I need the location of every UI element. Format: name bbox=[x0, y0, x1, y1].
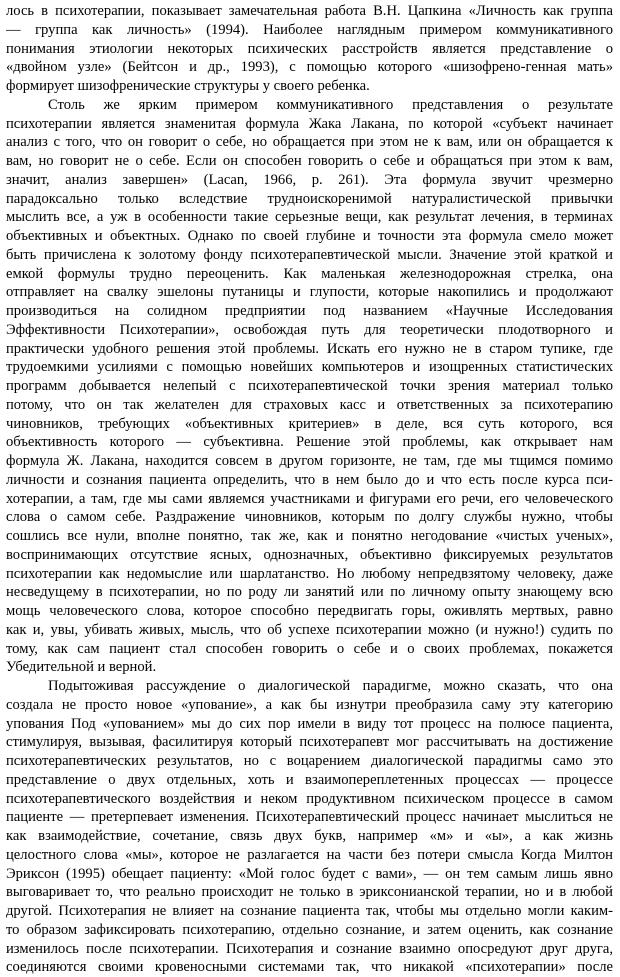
text-line: Столь же ярким примером коммуникативного представления о результате bbox=[48, 96, 613, 113]
text-line: — группа как личность» (1994). Наиболее наглядным примером коммуникативного bbox=[6, 21, 613, 38]
text-line: Эриксон (1995) обещает пациенту: «Мой голос будет с вами», — он тем самым лишь явно bbox=[6, 865, 613, 882]
text-line: несведущему в психотерапии, но по роду ли занятий или по личному опыту знающему всю bbox=[6, 584, 613, 601]
text-line: представление о двух отдельных, хоть и взаимопереплетенных процессах — процессе bbox=[6, 771, 613, 788]
text-line: чиновников, требующих «объективных критериев» в деле, вся суть которого, вся bbox=[6, 415, 613, 432]
text-line: «двойном узле» (Бейтсон и др., 1993), с помощью которого «шизофрено-генная мать» bbox=[6, 59, 613, 76]
text-line: парадоксально только вследствие трудноискоренимой натуралистической привычки bbox=[6, 190, 613, 207]
text-line: значит, анализ завершен» (Lacan, 1966, p. 261). Эта формула звучит чрезмерно bbox=[6, 171, 613, 188]
text-line: быть причислена к золотому фонду психотерапевтической мысли. Значение этой краткой и bbox=[6, 246, 613, 263]
text-line: слова о самом себе. Раздражение чиновников, которым по долгу службы нужно, чтобы bbox=[6, 509, 613, 526]
text-line: психотерапии является знаменитая формула Жака Лакана, по которой «субъект начинает bbox=[6, 115, 613, 132]
text-line: упования Под «упованием» мы до сих пор имели в виду тот процесс на полюсе пациента, bbox=[6, 715, 613, 732]
text-line: воспринимающих отсутствие ясных, однозначных, объективно фиксируемых результатов bbox=[6, 546, 613, 563]
text-line: отправляет на свалку эшелоны путаницы и глупости, которые накопились и продолжают bbox=[6, 284, 613, 301]
text-line: изменилось после психотерапии. Психотерапия и сознание взаимно опосредуют друг друга, bbox=[6, 940, 613, 957]
text-line: стимулируя, вызывая, фасилитируя который психотерапевт мог рассчитывать на достижение bbox=[6, 734, 613, 751]
text-line: тому, как сам пациент стал способен говорить о себе и о своих проблемах, покажется bbox=[6, 640, 613, 657]
text-line: соединяются своими кровеносными системами так, что никакой «психотерапии» после bbox=[6, 959, 613, 976]
text-line: как взаимодействие, сочетание, связь двух букв, например «м» и «ы», а как жизнь bbox=[6, 828, 613, 844]
text-line: хотерапии, а там, где мы сами являемся участниками и фигурами его речи, его человеческого bbox=[6, 490, 613, 507]
text-line: формирует шизофренические структуры у своего ребенка. bbox=[6, 78, 370, 94]
text-line: психотерапевтических результатов, но с воцарением диалогической парадигмы само это bbox=[6, 753, 613, 769]
text-line: пациенте — претерпевает изменения. Психотерапевтический процесс начинает мыслиться не bbox=[6, 809, 613, 826]
text-line: программ добывается нелепый с психотерапевтической точки зрения материал только bbox=[6, 378, 613, 394]
text-line: анализ с того, что он говорит о себе, но обращается при этом не к вам, или он обращается к bbox=[6, 134, 613, 151]
text-line: лось в психотерапии, показывает замечательная работа В.Н. Цапкина «Личность как группа bbox=[6, 3, 613, 19]
text-line: целостного слова «мы», которое не разлагается на части без потери смысла Когда Милтон bbox=[6, 846, 613, 863]
text-line: производиться на солидном предприятии под названием «Научные Исследования bbox=[6, 303, 613, 319]
document-page bbox=[6, 2, 613, 977]
text-line: формула Ж. Лакана, находится совсем в другом горизонте, не там, где мы тщимся помимо bbox=[6, 453, 613, 469]
text-line: понимания этиологии некоторых психических расстройств является представление о bbox=[6, 40, 613, 57]
text-line: Эффективности Психотерапии», освобождая путь для теоретически плодотворного и bbox=[6, 321, 613, 338]
text-line: личности и сознания пациента определить, что в нем было до и что есть после курса пси- bbox=[6, 471, 613, 488]
text-line: емкой формулы трудно переоценить. Как маленькая железнодорожная стрелка, она bbox=[6, 265, 613, 282]
text-line: мощь человеческого слова, которое способно передвигать горы, оживлять мертвых, равно bbox=[6, 603, 613, 619]
paragraph bbox=[6, 2, 613, 96]
text-line: другой. Психотерапия не влияет на сознание пациента так, чтобы мы отдельно могли каким- bbox=[6, 903, 613, 919]
text-line: Убедительной и верной. bbox=[6, 659, 157, 676]
text-line: создала не просто новое «упование», а как бы изнутри преобразила саму эту категорию bbox=[6, 696, 613, 713]
document-body bbox=[6, 2, 613, 977]
text-line: практически удобного решения этой проблемы. Искать его нужно не в старом тупике, где bbox=[6, 340, 613, 357]
text-line: психотерапии как недомыслие или шарлатанство. Но любому непредвзятому человеку, даже bbox=[6, 565, 613, 582]
text-line: выговаривает то, что реально происходит не только в эриксонианской терапии, но и в любой bbox=[6, 884, 613, 901]
text-line: трудоемкими усилиями с помощью новейших компьютеров и изощренных статистических bbox=[6, 359, 613, 376]
text-line: психотерапевтического воздействия и неком продуктивном психическом процессе в самом bbox=[6, 790, 613, 807]
text-line: потому, что он так желателен для страховых касс и ответственных за психотерапию bbox=[6, 396, 613, 413]
text-line: как и, увы, убивать живых, мысль, что об успехе психотерапии можно (и нужно!) судить по bbox=[6, 621, 613, 638]
text-line: мыслить все, а уж в особенности такие серьезные вещи, как результат лечения, в терминах bbox=[6, 209, 613, 226]
text-line: то образом зафиксировать психотерапию, отдельно сознание, и затем оценить, как сознание bbox=[6, 921, 613, 938]
text-line: вам, но говорит не о себе. Если он способен говорить о себе и обращаться при этом к вам, bbox=[6, 153, 613, 169]
text-line: сошлись все нули, вполне понятно, так же, как и понятно негодование «чистых ученых», bbox=[6, 528, 613, 544]
paragraph bbox=[6, 677, 613, 977]
text-line: объективность которого — субъективна. Решение этой проблемы, как открывает нам bbox=[6, 434, 613, 451]
paragraph bbox=[6, 96, 613, 677]
text-line: Подытоживая рассуждение о диалогической парадигме, можно сказать, что она bbox=[48, 678, 613, 694]
text-line: объективных и объектных. Однако по своей глубине и точности эта формула смело может bbox=[6, 228, 613, 244]
